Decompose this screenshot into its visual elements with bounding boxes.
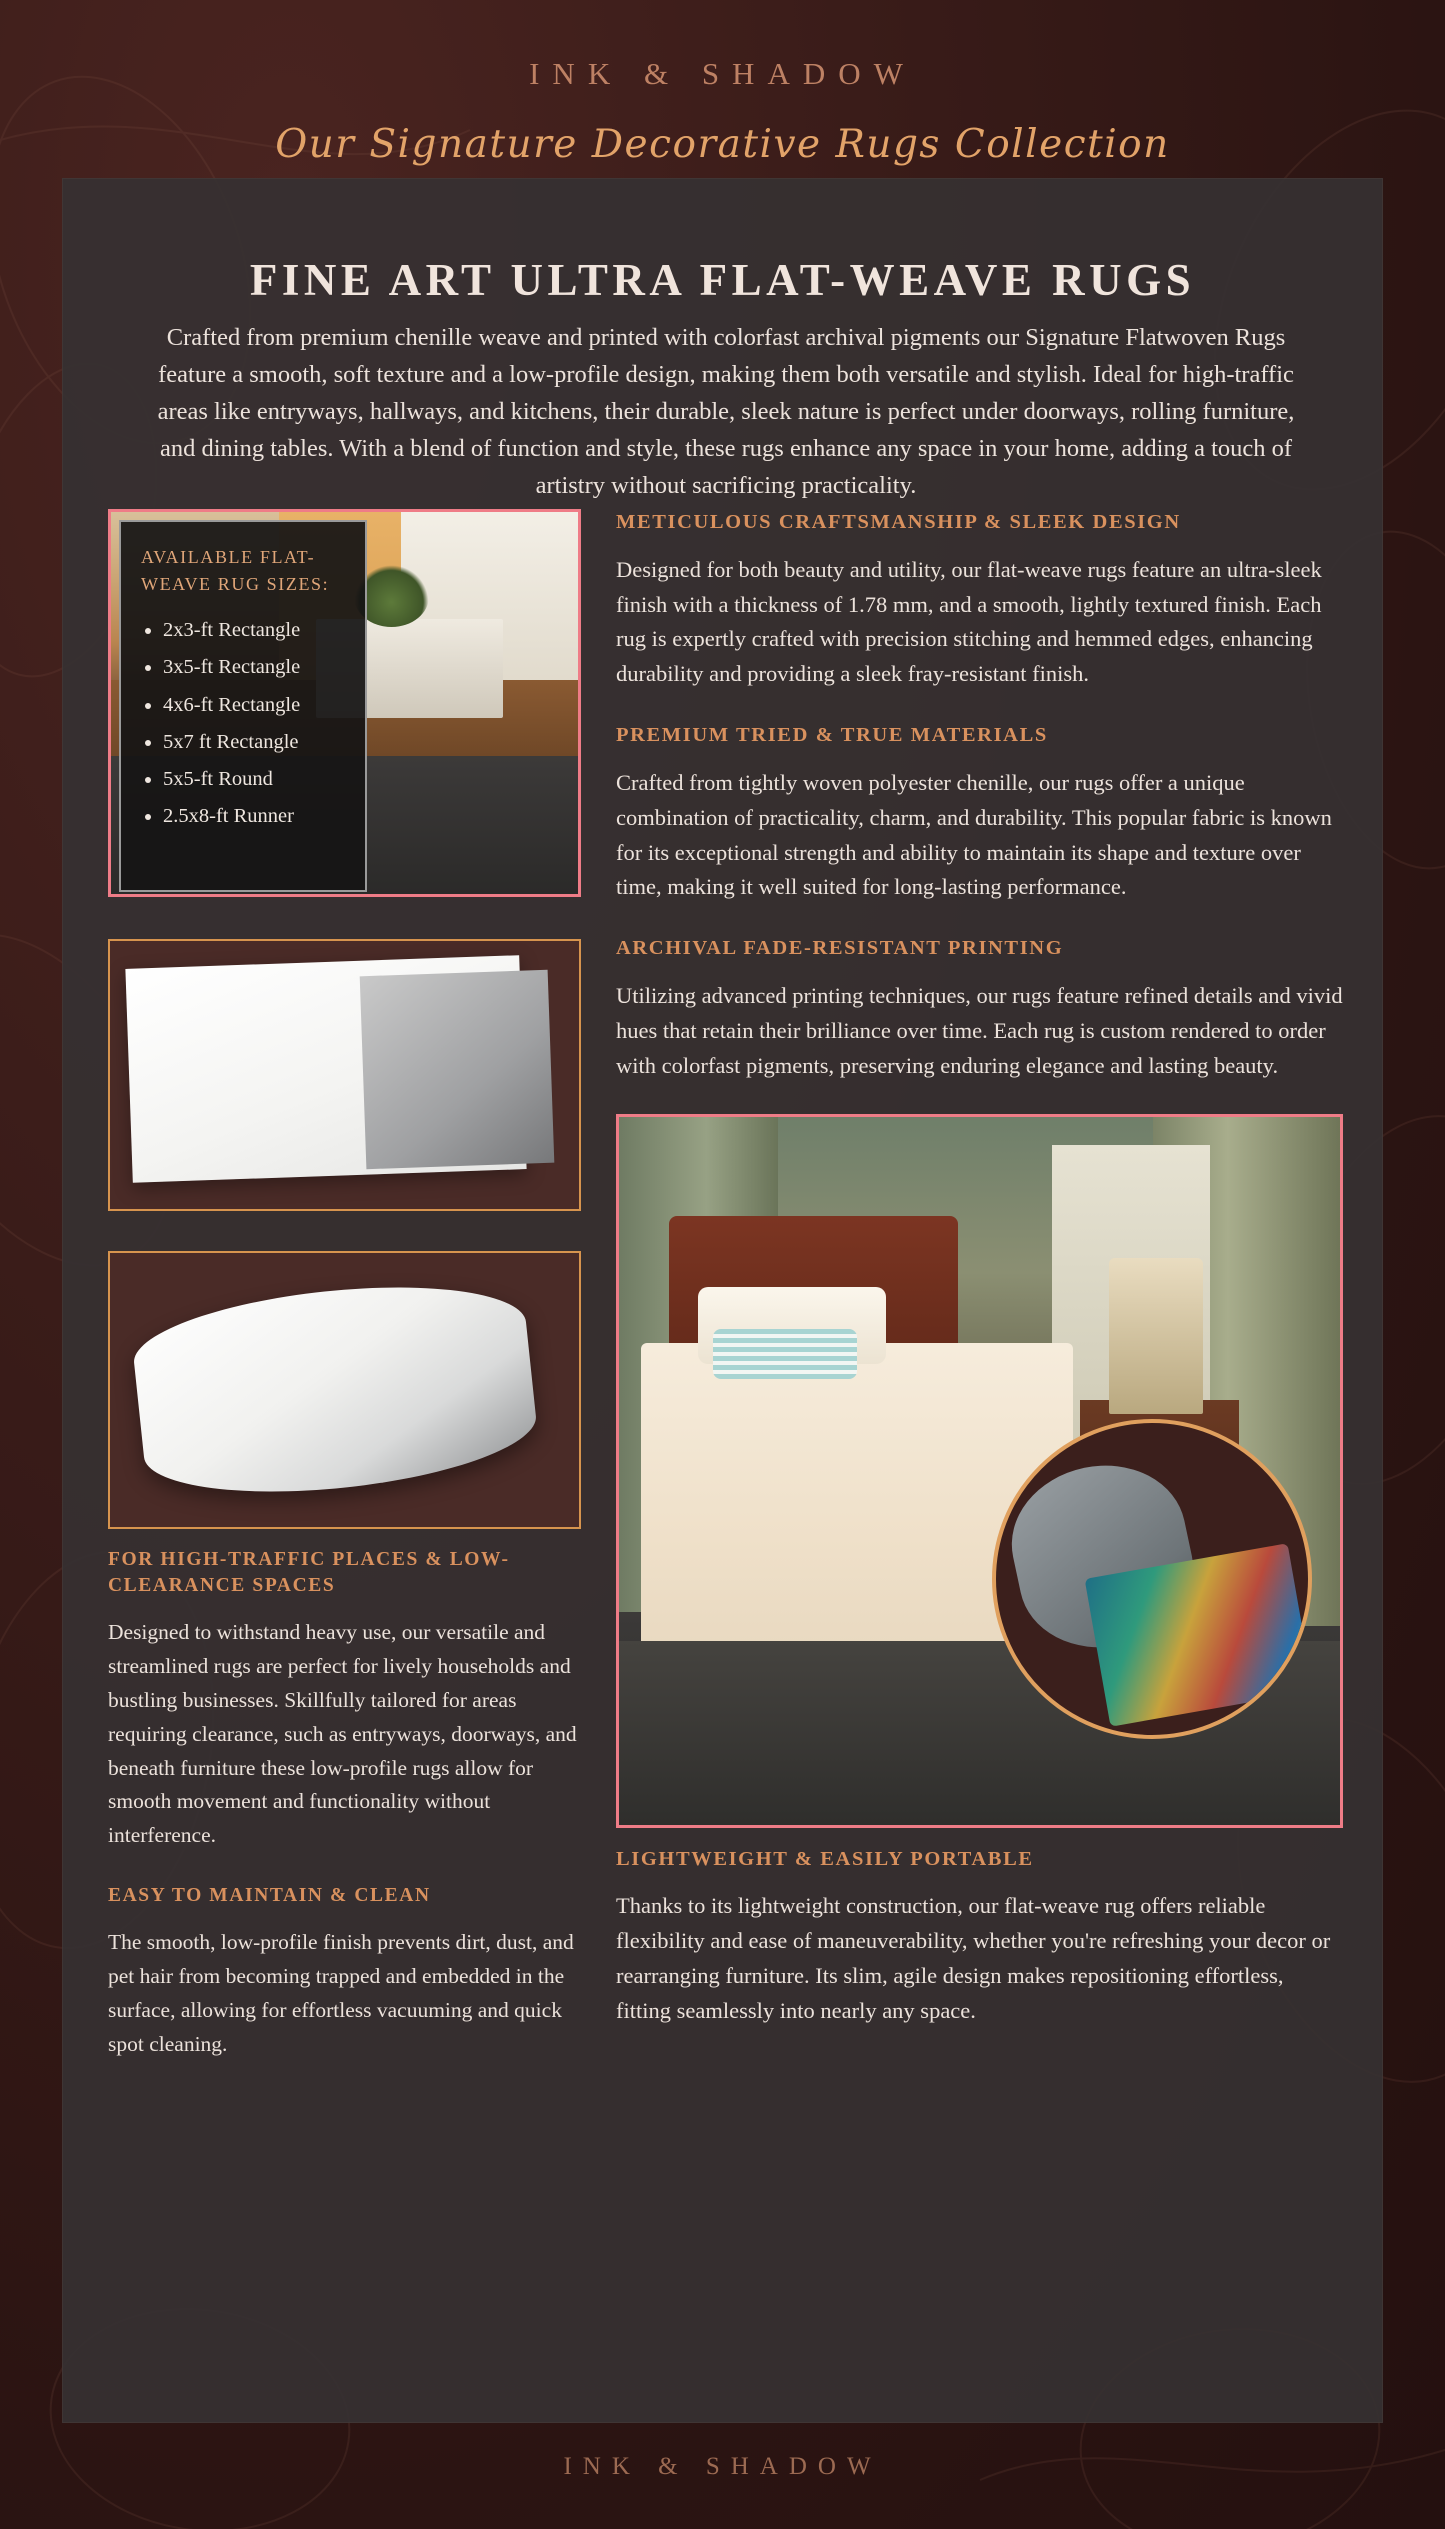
section-body-portable: Thanks to its lightweight construction, our flat-weave rug offers reliable flexibility and ease of maneuverability, whether you're refreshing your decor or rearranging furniture. Its slim, agile design makes repositioning effortless, fitting seamlessly into nearly any space. (616, 1893, 1331, 2023)
intro-paragraph: Crafted from premium chenille weave and printed with colorfast archival pigments our Signature Flatwoven Rugs feature a smooth, soft texture and a low-profile design, making them both versatile and stylish. Ideal for high-traffic areas like entryways, hallways, and kitchens, their durable, sleek nature is perfect under doorways, rolling furniture, and dining tables. With a blend of function and style, these rugs enhance any space in your home, adding a touch of artistry without sacrificing practicality. (157, 323, 1295, 500)
content-panel (62, 178, 1383, 2423)
section-heading-materials: PREMIUM TRIED & TRUE MATERIALS (616, 724, 1048, 747)
list-item: • 5x7 ft Rectangle (163, 724, 347, 761)
section-body-materials: Crafted from tightly woven polyester chenille, our rugs offer a unique combination of practicality, charm, and durability. This popular fabric is known for its exceptional strength and ability to maintain its shape and texture over time, making it well suited for long-lasting performance. (616, 769, 1332, 900)
section-heading-printing: ARCHIVAL FADE-RESISTANT PRINTING (616, 937, 1064, 960)
list-item: • 4x6-ft Rectangle (163, 687, 347, 724)
section-heading-craftsmanship: METICULOUS CRAFTSMANSHIP & SLEEK DESIGN (616, 511, 1181, 533)
list-item: • 2.5x8-ft Runner (163, 798, 347, 835)
section-heading-maintain: EASY TO MAINTAIN & CLEAN (108, 1885, 431, 1907)
brand-name-bottom: INK & SHADOW (563, 2453, 882, 2480)
page-title: FINE ART ULTRA FLAT-WEAVE RUGS (249, 255, 1196, 306)
rug-corner-detail-photo (108, 939, 581, 1211)
sizes-card-title: AVAILABLE FLAT-WEAVE RUG SIZES: (141, 547, 330, 594)
sizes-list (141, 612, 347, 836)
section-body-printing: Utilizing advanced printing techniques, our rugs feature refined details and vivid hues that retain their brilliance over time. Each rug is custom rendered to order with colorfast pigments, preserving enduring elegance and lasting beauty. (616, 983, 1343, 1078)
section-heading-portable: LIGHTWEIGHT & EASILY PORTABLE (616, 1847, 1034, 1870)
section-body-craftsmanship: Designed for both beauty and utility, our flat-weave rugs feature an ultra-sleek finish with a thickness of 1.78 mm, and a smooth, lightly textured finish. Each rug is expertly crafted with precision stitching and hemmed edges, enhancing durability and providing a sleek fray-resistant finish. (616, 556, 1322, 687)
section-body-maintain: The smooth, low-profile finish prevents dirt, dust, and pet hair from becoming trapped and embedded in the surface, allowing for effortless vacuuming and quick spot cleaning. (108, 1929, 574, 2056)
brand-name-top: INK & SHADOW (529, 56, 916, 91)
right-column (616, 509, 1343, 2059)
list-item: • 2x3-ft Rectangle (163, 612, 347, 649)
rolled-rug-circle-inset (992, 1419, 1312, 1739)
list-item: • 3x5-ft Rectangle (163, 649, 347, 686)
section-body-high-traffic: Designed to withstand heavy use, our versatile and streamlined rugs are perfect for lively households and bustling businesses. Skillfully tailored for areas requiring clearance, such as entryways, doorways, and beneath furniture these low-profile rugs allow for smooth movement and functionality without interference. (108, 1619, 577, 1848)
bedroom-scene-photo (616, 1114, 1343, 1828)
collection-script-title: Our Signature Decorative Rugs Collection (275, 122, 1170, 167)
section-heading-high-traffic: FOR HIGH-TRAFFIC PLACES & LOW-CLEARANCE SPACES (108, 1549, 510, 1597)
rug-rolled-detail-photo (108, 1251, 581, 1529)
left-column (108, 509, 581, 2092)
sizes-card (119, 520, 367, 892)
list-item: • 5x5-ft Round (163, 761, 347, 798)
available-sizes-photo-block (108, 509, 581, 897)
